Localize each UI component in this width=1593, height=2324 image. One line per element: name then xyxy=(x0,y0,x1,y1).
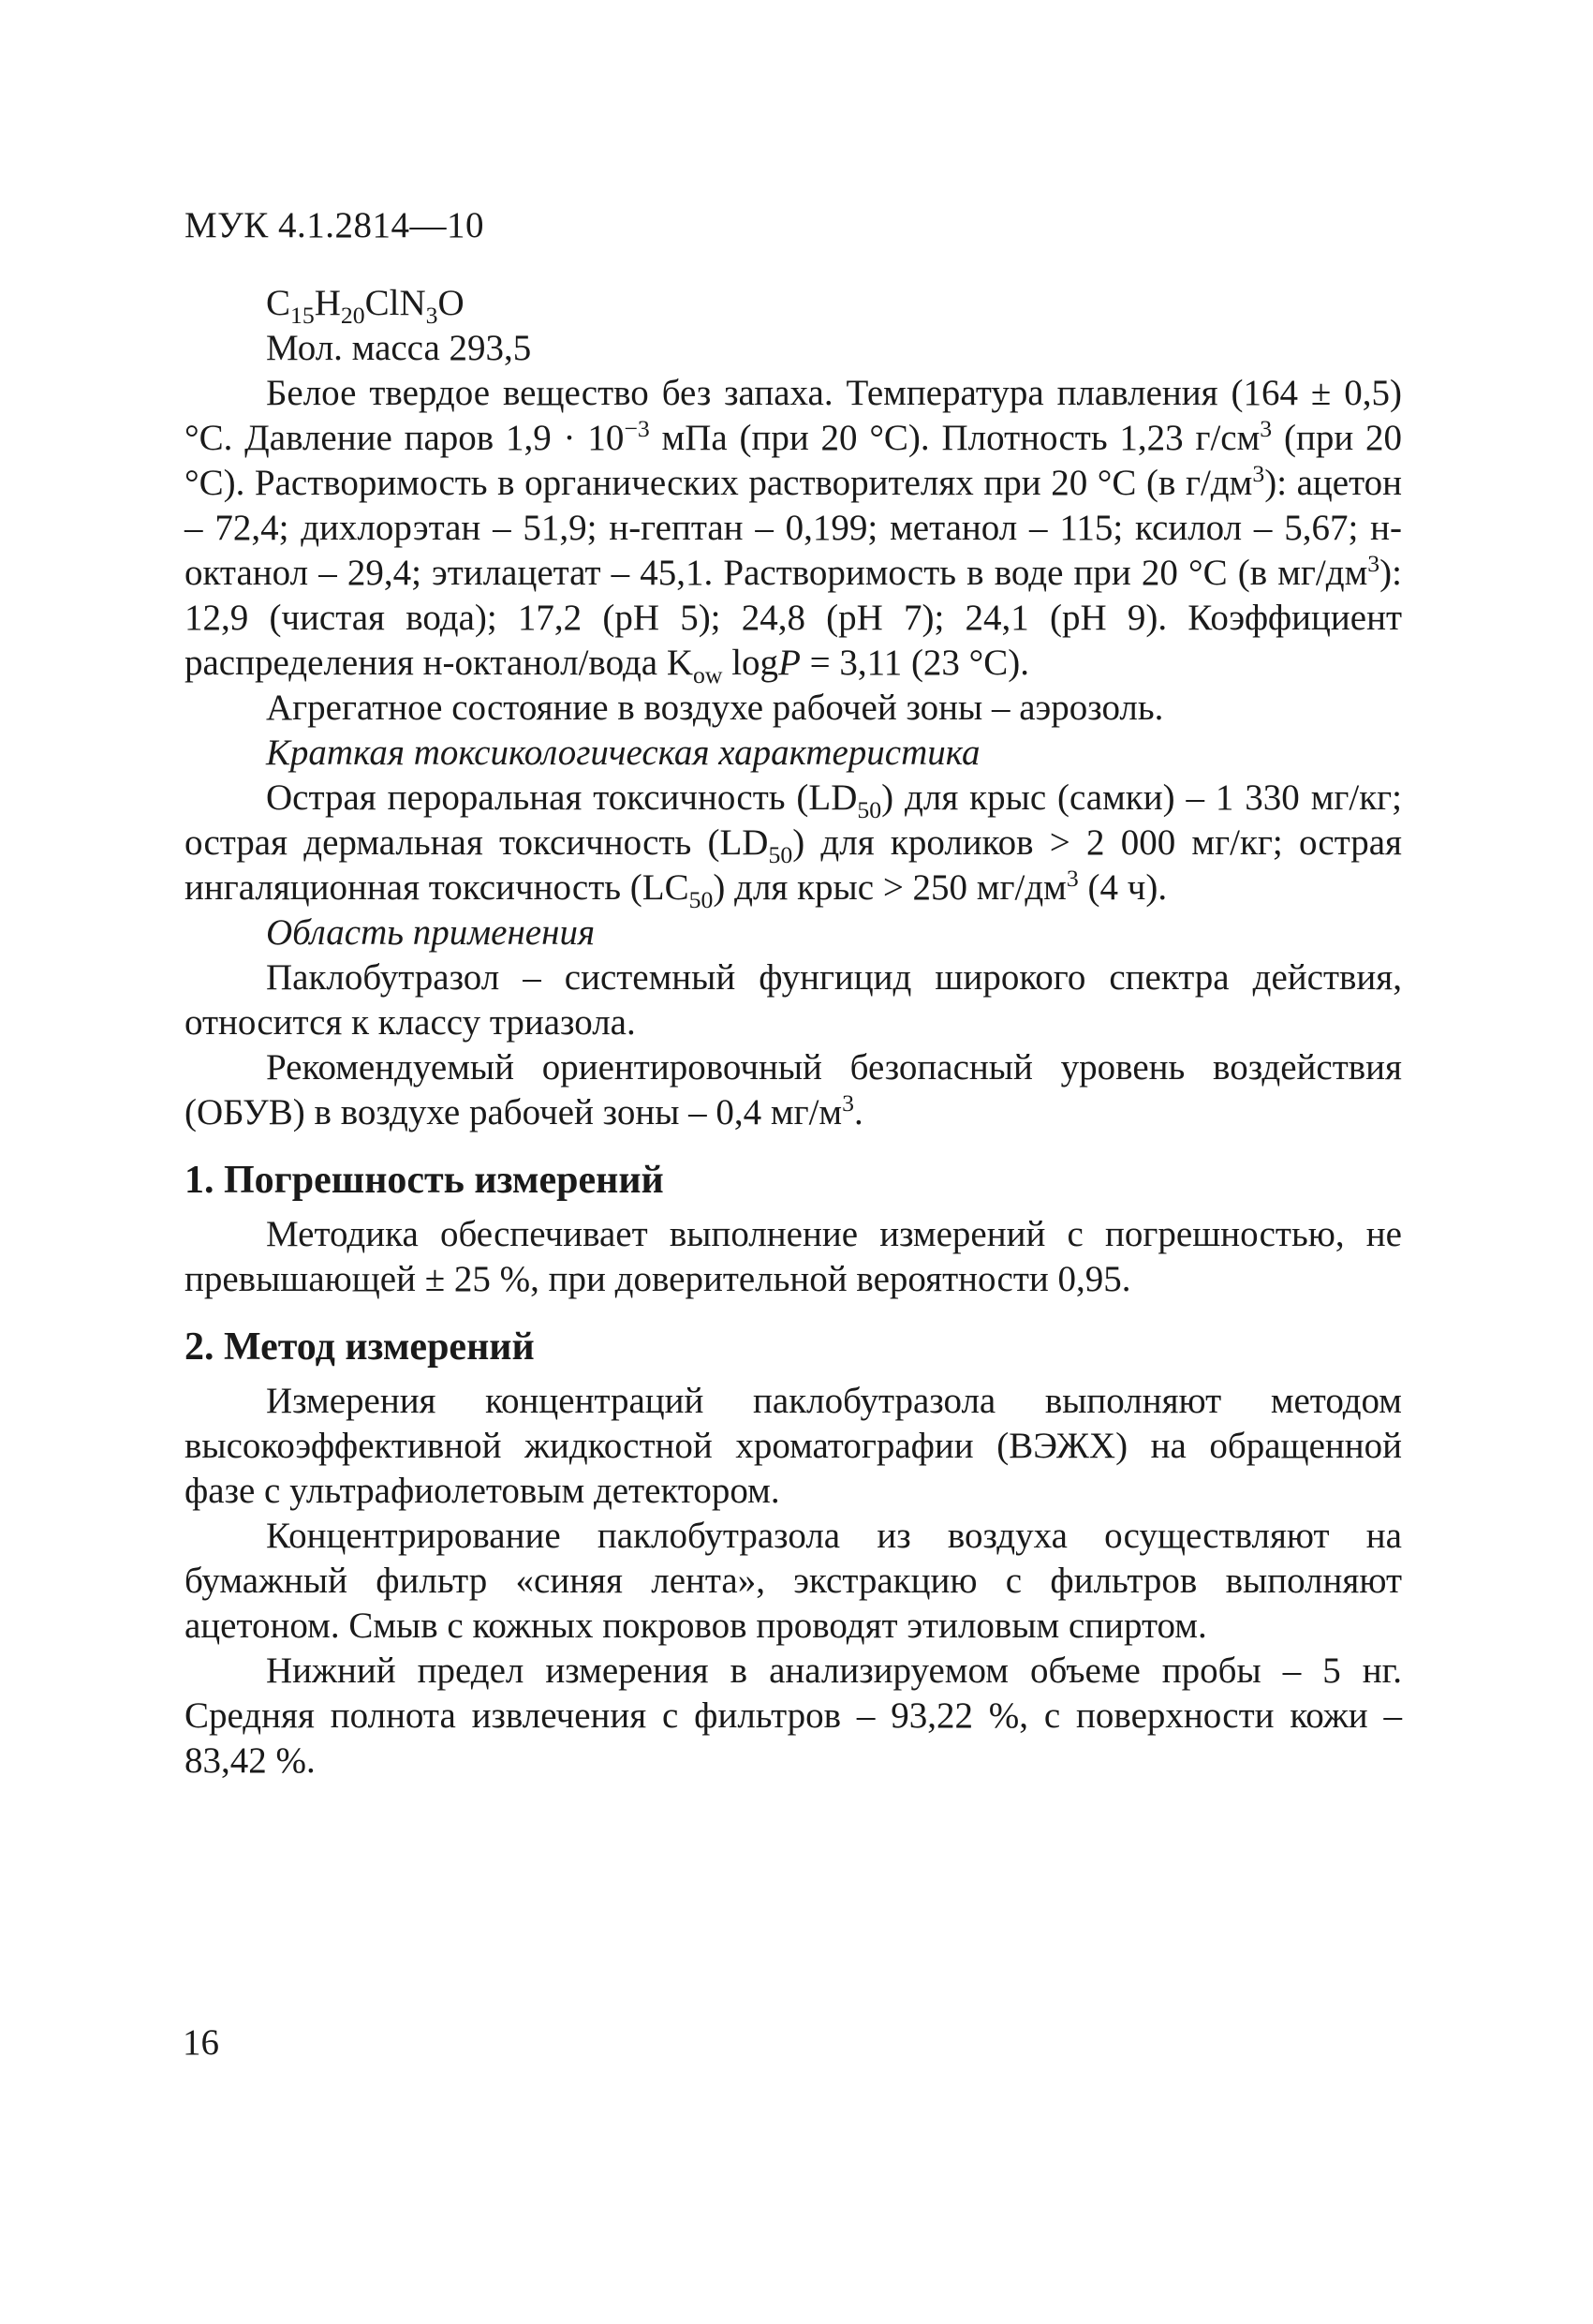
section-1-title: 1. Погрешность измерений xyxy=(184,1159,664,1202)
page-number: 16 xyxy=(183,2022,219,2063)
document-body xyxy=(184,281,1402,1784)
section-2-para-2: Концентрирование паклобутразола из воздуха осуществляют на бумажный фильтр «синяя лента», экстракцию с фильтров выполняют ацетоном. Смыв с кожных покровов проводят этиловым спиртом. xyxy=(184,1516,1402,1646)
props-text-4: ): ацетон – 72,4; дихлорэтан – 51,9; н-гептан – 0,199; метанол – 115; ксилол – 5,67; н-октанол – 29,4; этилацетат – 45,1. Растворимость в воде при 20 °С (в мг/дм xyxy=(184,463,1403,593)
formula-h: H xyxy=(314,283,341,323)
props-italic-p: P xyxy=(778,643,801,683)
tox-text-5: (4 ч). xyxy=(1078,867,1168,908)
props-exp-2: 3 xyxy=(1260,415,1273,442)
aggregate-state: Агрегатное состояние в воздухе рабочей зоны – аэрозоль. xyxy=(266,688,1164,728)
obuv-text-1: Рекомендуемый ориентировочный безопасный уровень воздействия (ОБУВ) в воздухе рабочей зоны – 0,4 мг/м xyxy=(184,1047,1402,1132)
formula-cln: ClN xyxy=(364,283,426,323)
properties-paragraph xyxy=(184,371,1402,686)
tox-sub-2: 50 xyxy=(768,840,793,868)
formula-c: C xyxy=(266,283,291,323)
section-2-para-1: Измерения концентраций паклобутразола выполняют методом высокоэффективной жидкостной хроматографии (ВЭЖХ) на обращенной фазе с ультрафиолетовым детектором. xyxy=(184,1381,1402,1511)
page-header: МУК 4.1.2814—10 xyxy=(184,205,485,245)
usage-paragraph: Паклобутразол – системный фунгицид широкого спектра действия, относится к классу триазола. xyxy=(184,957,1402,1043)
props-text-6: log xyxy=(722,643,779,683)
tox-text-3: ) для кроликов > 2 000 мг/кг; острая ингаляционная токсичность (LC xyxy=(184,822,1402,908)
props-exp-4: 3 xyxy=(1367,550,1380,577)
tox-sub-3: 50 xyxy=(688,885,714,913)
props-sub-ow: ow xyxy=(693,660,723,688)
tox-heading: Краткая токсикологическая характеристика xyxy=(266,733,981,773)
section-1-text: Методика обеспечивает выполнение измерений с погрешностью, не превышающей ± 25 %, при доверительной вероятности 0,95. xyxy=(184,1214,1402,1299)
chemical-formula xyxy=(184,281,1402,329)
props-exp-3: 3 xyxy=(1252,460,1265,487)
props-text-5: ): 12,9 (чистая вода); 17,2 (pH 5); 24,8 (pH 7); 24,1 (pH 9). Коэффициент распределения н-октанол/вода K xyxy=(184,553,1402,683)
section-2-para-3: Нижний предел измерения в анализируемом объеме пробы – 5 нг. Средняя полнота извлечения с фильтров – 93,22 %, с поверхности кожи – 83,42 %. xyxy=(184,1650,1402,1781)
tox-sub-1: 50 xyxy=(857,795,882,823)
props-text-2: мПа (при 20 °С). Плотность 1,23 г/см xyxy=(649,418,1261,458)
molecular-mass: Мол. масса 293,5 xyxy=(266,328,532,368)
section-2-title: 2. Метод измерений xyxy=(184,1325,535,1369)
props-text-1: Белое твердое вещество без запаха. Температура плавления (164 ± 0,5) °С. Давление паров 1,9 · 10 xyxy=(184,373,1402,458)
obuv-text-2: . xyxy=(854,1092,863,1132)
tox-text-1: Острая пероральная токсичность (LD xyxy=(266,777,858,818)
obuv-paragraph xyxy=(184,1045,1402,1135)
usage-heading: Область применения xyxy=(266,912,596,953)
props-text-3: (при 20 °С). Растворимость в органических растворителях при 20 °С (в г/дм xyxy=(184,418,1402,503)
props-text-7: = 3,11 (23 °С). xyxy=(800,643,1030,683)
formula-h-count: 20 xyxy=(340,301,365,329)
formula-n-count: 3 xyxy=(425,301,438,329)
formula-o: O xyxy=(437,283,465,323)
props-exp-1: −3 xyxy=(624,415,650,442)
tox-text-2: ) для крыс (самки) – 1 330 мг/кг; острая дермальная токсичность (LD xyxy=(184,777,1402,863)
tox-paragraph xyxy=(184,776,1402,913)
tox-exp-4: 3 xyxy=(1066,865,1079,892)
obuv-exp: 3 xyxy=(842,1089,854,1117)
tox-text-4: ) для крыс > 250 мг/дм xyxy=(713,867,1067,908)
formula-c-count: 15 xyxy=(290,301,315,329)
